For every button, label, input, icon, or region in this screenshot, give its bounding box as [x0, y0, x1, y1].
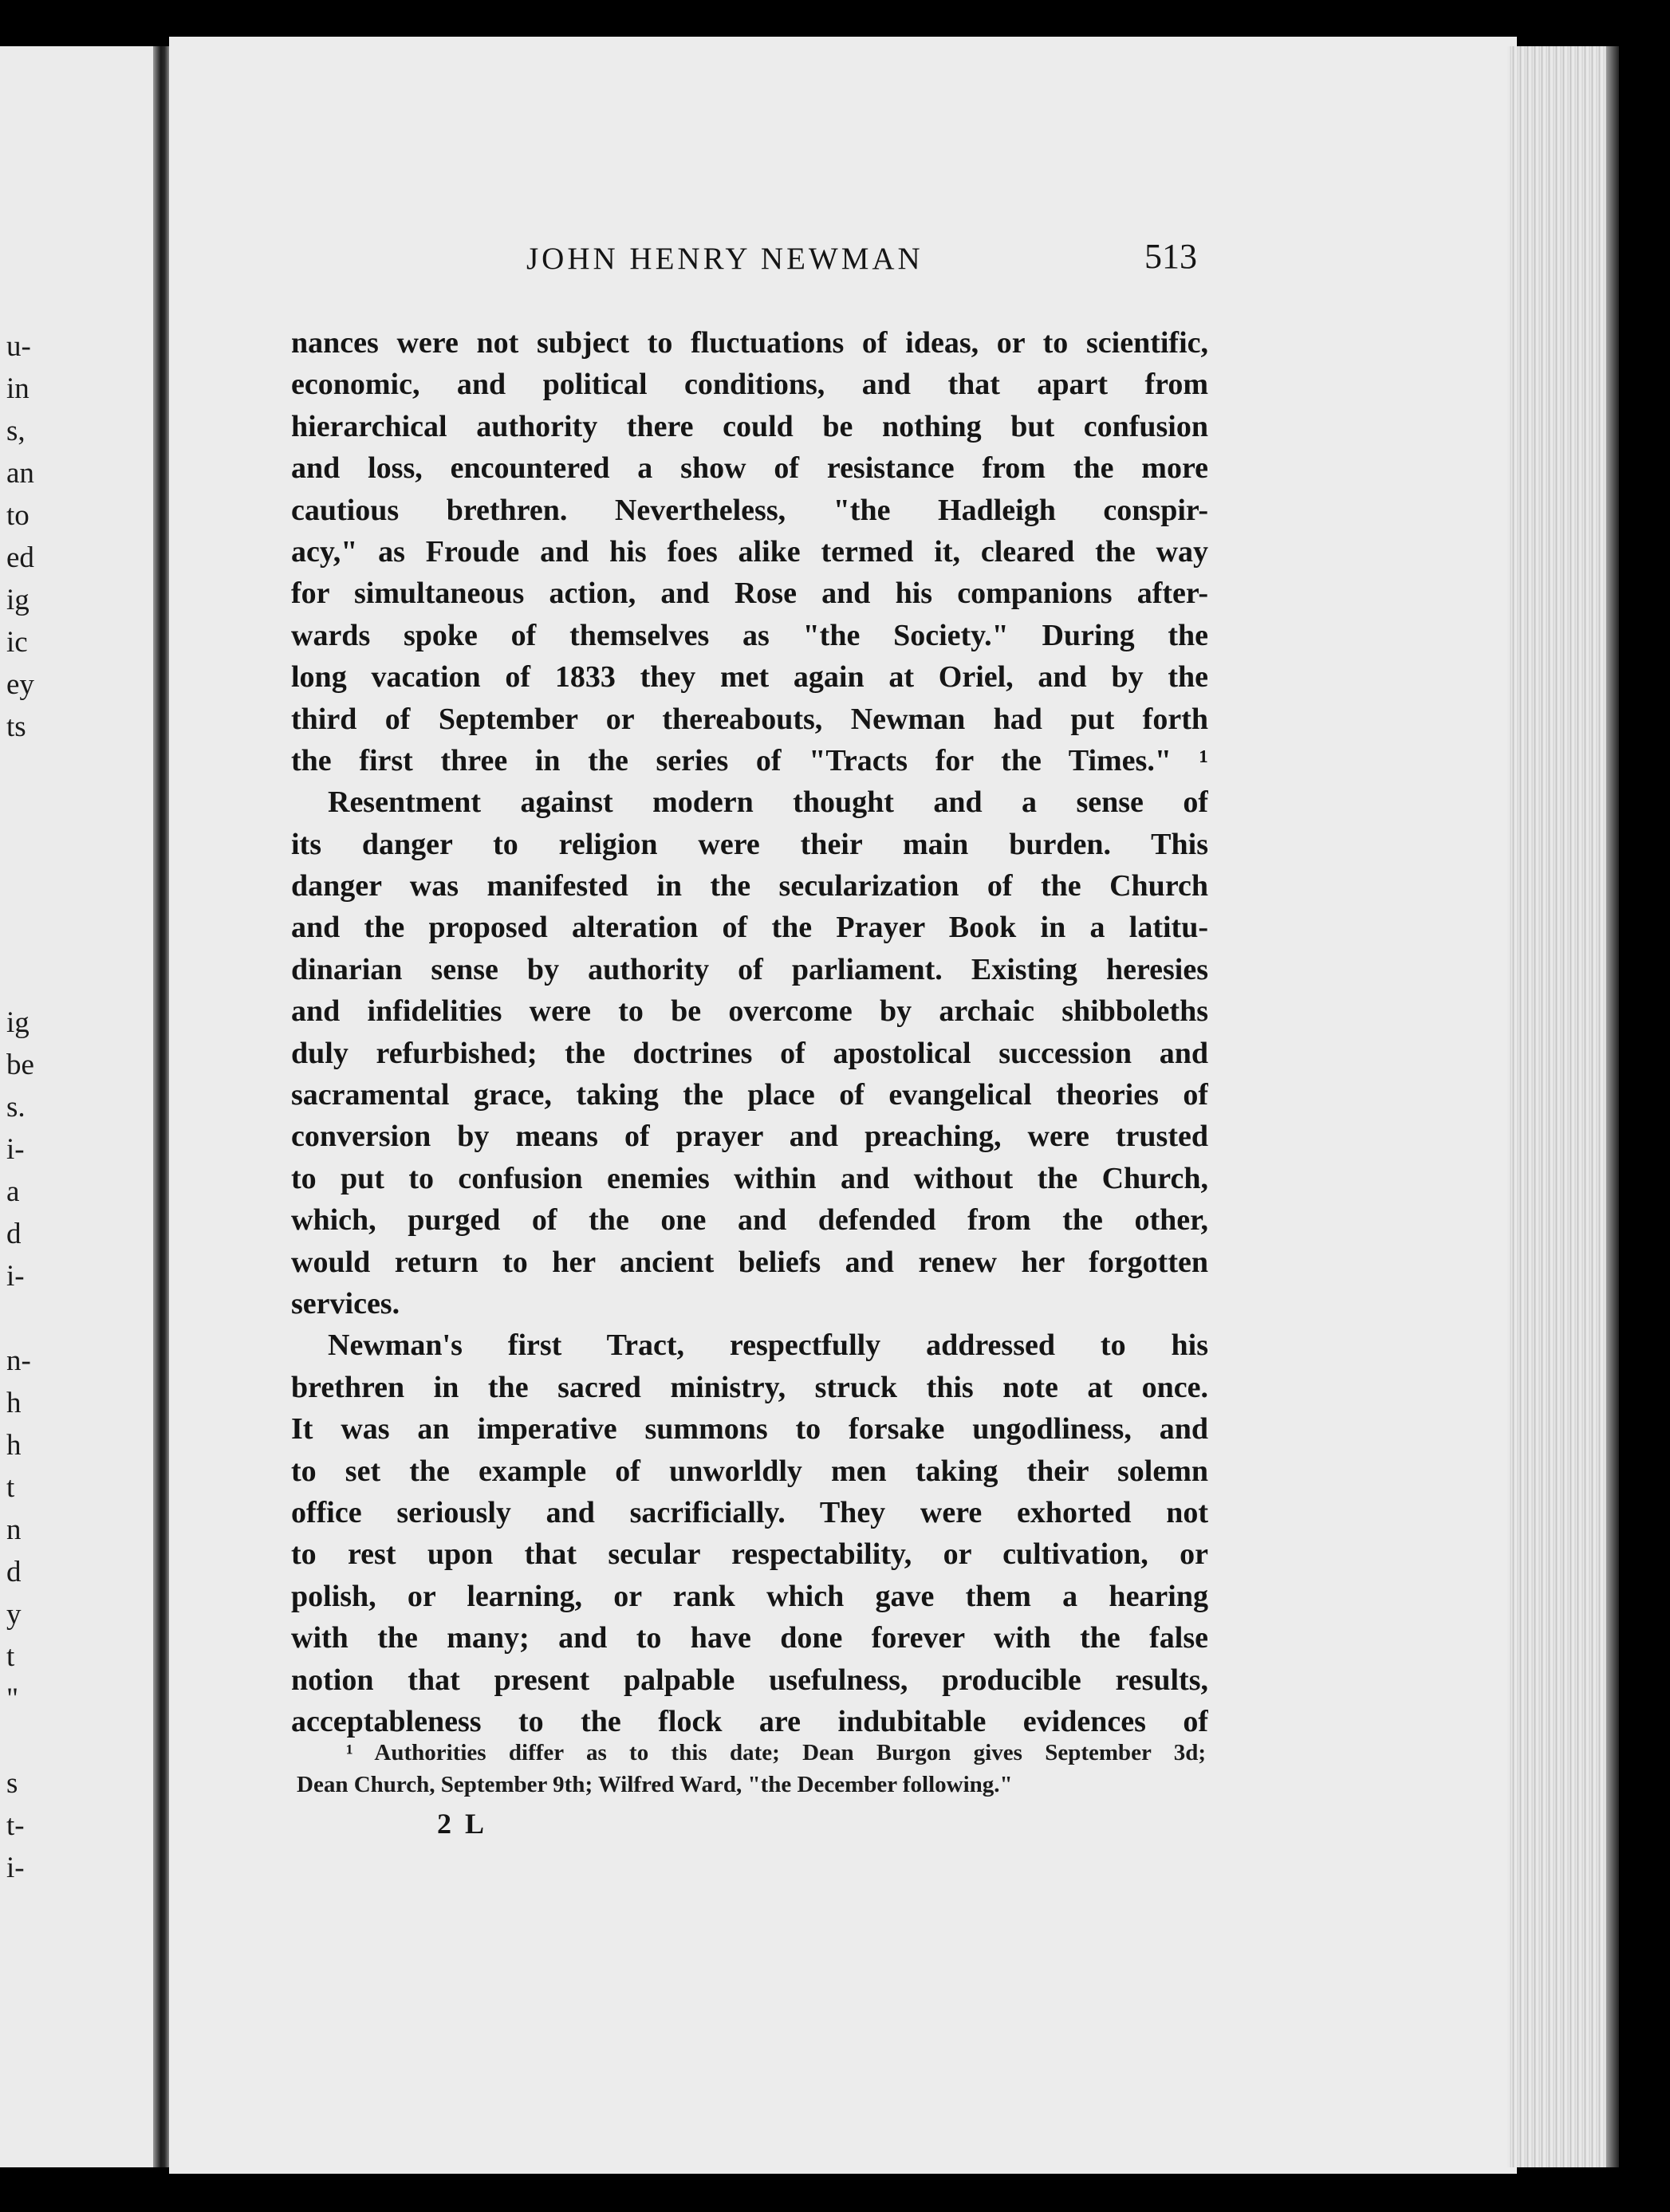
text-line: duly refurbished; the doctrines of apostolical succession and: [291, 1036, 1208, 1070]
previous-page-fragment: [6, 875, 34, 917]
footnote: [297, 1737, 1206, 1801]
text-line: nances were not subject to fluctuations of ideas, or to scientific,: [291, 326, 1208, 360]
text-line: which, purged of the one and defended from the other,: [291, 1203, 1208, 1238]
text-line: acceptableness to the flock are indubitable evidences of: [291, 1704, 1208, 1738]
previous-page-fragment: [6, 748, 34, 790]
text-line: and the proposed alteration of the Prayer Book in a latitu-: [291, 911, 1208, 945]
text-line: Resentment against modern thought and a sense of: [328, 785, 1208, 820]
text-line: and loss, encountered a show of resistance from the more: [291, 451, 1208, 486]
previous-page-fragment: d: [6, 1218, 22, 1250]
page-stack-edge: [1507, 46, 1619, 2167]
text-line: danger was manifested in the secularization of the Church: [291, 869, 1208, 903]
footnote-line: Dean Church, September 9th; Wilfred Ward, "the December following.": [297, 1772, 1013, 1797]
previous-page-fragment: [6, 790, 34, 832]
previous-page-fragment: n-: [6, 1344, 31, 1377]
previous-page-fragment: to: [6, 499, 30, 532]
previous-page-fragment: t: [6, 1471, 15, 1504]
previous-page-fragment: an: [6, 457, 34, 490]
text-line: dinarian sense by authority of parliament. Existing heresies: [291, 952, 1208, 986]
previous-page-fragment: ic: [6, 626, 28, 659]
previous-page-fragment: i-: [6, 1260, 25, 1293]
previous-page-fragment: ig: [6, 1006, 30, 1039]
text-line: long vacation of 1833 they met again at Oriel, and by the: [291, 660, 1208, 695]
previous-page-fragment: s.: [6, 1091, 26, 1124]
previous-page-fragment: s,: [6, 415, 26, 447]
previous-page-fragment: i-: [6, 1133, 25, 1166]
previous-page-fragment: [6, 917, 34, 959]
text-line: It was an imperative summons to forsake ungodliness, and: [291, 1412, 1208, 1446]
text-line: would return to her ancient beliefs and renew her forgotten: [291, 1245, 1208, 1279]
text-line: hierarchical authority there could be nothing but confusion: [291, 409, 1208, 443]
previous-page-fragment: a: [6, 1175, 20, 1208]
running-title: JOHN HENRY NEWMAN: [526, 242, 924, 276]
page-number: 513: [1144, 237, 1197, 276]
text-line: to put to confusion enemies within and without the Church,: [291, 1161, 1208, 1195]
previous-page-fragment: y: [6, 1598, 22, 1631]
text-line: wards spoke of themselves as "the Society." During the: [291, 618, 1208, 652]
text-line: notion that present palpable usefulness, producible results,: [291, 1663, 1208, 1697]
previous-page-fragment: h: [6, 1429, 22, 1462]
text-line: to set the example of unworldly men taking their solemn: [291, 1454, 1208, 1488]
previous-page-fragment: in: [6, 372, 30, 405]
previous-page-fragment: ": [6, 1683, 19, 1715]
text-line: and infidelities were to be overcome by archaic shibboleths: [291, 994, 1208, 1029]
previous-page-fragment: [6, 1720, 34, 1762]
previous-page-fragment: ig: [6, 584, 30, 616]
body-text: [291, 322, 1208, 1742]
text-line: sacramental grace, taking the place of evangelical theories of: [291, 1078, 1208, 1112]
text-line: third of September or thereabouts, Newman had put forth: [291, 702, 1208, 736]
text-line: for simultaneous action, and Rose and his companions after-: [291, 577, 1208, 611]
text-line: brethren in the sacred ministry, struck this note at once.: [291, 1370, 1208, 1404]
previous-page-fragment: t-: [6, 1809, 25, 1842]
previous-page-fragment: ed: [6, 541, 34, 574]
text-line: with the many; and to have done forever with the false: [291, 1621, 1208, 1655]
text-line: office seriously and sacrificially. They were exhorted not: [291, 1495, 1208, 1529]
previous-page-fragment: ey: [6, 668, 34, 701]
previous-page-fragment: i-: [6, 1852, 25, 1884]
text-line: cautious brethren. Nevertheless, "the Hadleigh conspir-: [291, 493, 1208, 527]
text-line: conversion by means of prayer and preaching, were trusted: [291, 1120, 1208, 1154]
previous-page-text-fragments: [6, 325, 34, 1889]
text-line: economic, and political conditions, and that apart from: [291, 368, 1208, 402]
previous-page-fragment: ts: [6, 710, 26, 743]
text-line: polish, or learning, or rank which gave them a hearing: [291, 1579, 1208, 1613]
text-line: services.: [291, 1286, 400, 1321]
previous-page-fragment: t: [6, 1640, 15, 1673]
text-line: its danger to religion were their main burden. This: [291, 827, 1208, 861]
previous-page-fragment: [6, 832, 34, 875]
text-line: to rest upon that secular respectability, or cultivation, or: [291, 1537, 1208, 1572]
signature-mark: 2 L: [437, 1808, 488, 1840]
footnote-line: ¹ Authorities differ as to this date; Dean Burgon gives September 3d;: [346, 1740, 1206, 1765]
previous-page-fragment: s: [6, 1767, 18, 1800]
previous-page-fragment: h: [6, 1387, 22, 1419]
text-line: Newman's first Tract, respectfully addressed to his: [328, 1328, 1208, 1363]
previous-page-fragment: [6, 1297, 34, 1340]
text-line: the first three in the series of "Tracts for the Times." ¹: [291, 743, 1208, 777]
text-line: acy," as Froude and his foes alike termed it, cleared the way: [291, 534, 1208, 569]
previous-page-fragment: u-: [6, 330, 31, 363]
previous-page-edge: [0, 46, 153, 2167]
previous-page-fragment: [6, 959, 34, 1002]
previous-page-fragment: be: [6, 1049, 34, 1081]
previous-page-fragment: d: [6, 1556, 22, 1588]
previous-page-fragment: n: [6, 1513, 22, 1546]
